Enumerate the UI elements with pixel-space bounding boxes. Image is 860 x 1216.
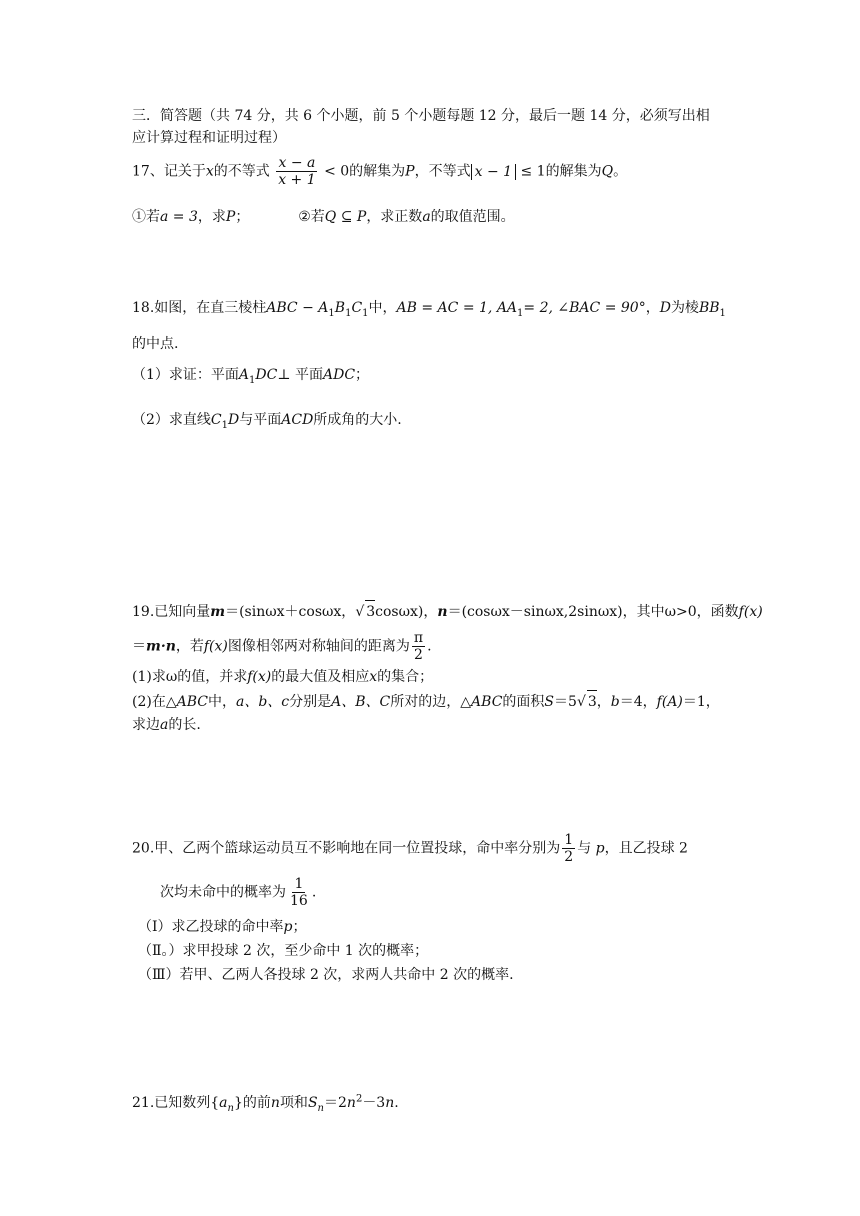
q21-subscript: n bbox=[227, 1102, 234, 1114]
q20-p1-text: （Ⅰ）求乙投球的命中率 bbox=[138, 919, 284, 935]
q19-p2-var: A、B、C bbox=[331, 694, 391, 710]
q18-subscript: 1 bbox=[517, 307, 524, 319]
question-18 bbox=[132, 297, 726, 319]
q17-var-q: Q bbox=[601, 163, 614, 180]
q19-pi-over-2 bbox=[412, 630, 425, 663]
q19-p2-text: 所对的边，△ bbox=[390, 694, 472, 710]
q19-p2-text: 分别是 bbox=[289, 694, 332, 710]
q20-text: ，且乙投球 2 bbox=[604, 840, 688, 857]
q19-text: ，若 bbox=[175, 638, 204, 655]
section-heading bbox=[132, 105, 710, 149]
q20-text: . bbox=[311, 884, 317, 901]
q18-part2 bbox=[132, 409, 402, 431]
q18-edge: BB bbox=[698, 300, 720, 316]
q17-var-p: P bbox=[405, 163, 415, 180]
q18-line2: 的中点. bbox=[132, 336, 179, 352]
q21-text: }的前 bbox=[233, 1095, 271, 1111]
q17-text: ，不等式 bbox=[414, 163, 471, 180]
q17-part2: 的取值范围。 bbox=[430, 209, 515, 225]
question-19-line1: 19.已知向量m＝(sinωx＋cosωx，√ 3cosωx)，n＝(cosωx－sinωx,2sinωx)，其中ω>0，函数f(x) bbox=[132, 600, 763, 623]
q19-text: 图像相邻两对称轴间的距离为 bbox=[227, 638, 410, 655]
q18-p1-text: ； bbox=[355, 367, 370, 383]
q19-vector-n: n bbox=[437, 604, 448, 620]
q21-text: ＝2 bbox=[323, 1095, 347, 1111]
q21-subscript: n bbox=[317, 1102, 324, 1114]
q19-vector-m: m bbox=[210, 604, 226, 620]
q19-p1-text: 的最大值及相应 bbox=[271, 669, 370, 685]
q17-text: 。 bbox=[613, 163, 628, 180]
fraction-denominator: x + 1 bbox=[278, 172, 316, 188]
q19-p2-text: 的面积 bbox=[502, 694, 545, 710]
q17-text: 的解集为 bbox=[349, 163, 406, 180]
q20-part3: （Ⅲ）若甲、乙两人各投球 2 次，求两人共命中 2 次的概率. bbox=[138, 967, 514, 983]
q19-dot-product: m·n bbox=[146, 638, 176, 655]
q17-inequality: < 0 bbox=[324, 163, 350, 180]
q19-part2: (2)在△ABC中，a、b、c分别是A、B、C所对的边，△ABC的面积S＝5√ 3，b＝4，f(A)＝1， bbox=[132, 690, 720, 713]
q17-text: 17、记关于 bbox=[132, 163, 206, 180]
q18-subscript: 1 bbox=[345, 307, 352, 319]
question-20-line1 bbox=[132, 832, 688, 865]
q18-prism: ABC − A bbox=[266, 300, 329, 316]
q18-subscript: 1 bbox=[249, 374, 256, 386]
fraction-denominator: 16 bbox=[290, 893, 308, 909]
q19-p2-text: ， bbox=[596, 694, 611, 710]
q19-p2-text: 中， bbox=[207, 694, 236, 710]
q18-part1 bbox=[132, 364, 369, 386]
q21-text: 21.已知数列{ bbox=[132, 1095, 220, 1111]
q19-p1-var: x bbox=[369, 669, 378, 685]
q19-p2-var: a bbox=[160, 717, 169, 733]
q19-function: f(x) bbox=[738, 604, 763, 620]
q18-p1-var: DC bbox=[255, 367, 278, 383]
q19-p2-text: ＝4， bbox=[619, 694, 657, 710]
q18-p2-text: （2）求直线 bbox=[132, 412, 211, 428]
q19-text: 19.已知向量 bbox=[132, 604, 211, 620]
q19-function: f(x) bbox=[203, 638, 228, 655]
q19-p2-text: 的长. bbox=[168, 717, 201, 733]
q20-text: 20.甲、乙两个篮球运动员互不影响地在同一位置投球，命中率分别为 bbox=[132, 840, 561, 857]
q17-part1: ①若 bbox=[132, 209, 160, 225]
q17-part1-var: P bbox=[225, 209, 236, 225]
q17-parts bbox=[132, 206, 515, 228]
question-17 bbox=[132, 155, 627, 188]
q18-p1-var: ADC bbox=[322, 367, 356, 383]
q18-prism: C bbox=[351, 300, 363, 316]
q17-part2-expr: Q ⊆ P bbox=[324, 209, 367, 225]
q18-p2-var: D bbox=[228, 412, 240, 428]
q20-part1 bbox=[138, 916, 307, 938]
q19-text: . bbox=[427, 638, 432, 655]
q18-p1-text: （1）求证：平面 bbox=[132, 367, 239, 383]
q21-var: a bbox=[219, 1095, 228, 1111]
q19-p2-text: (2)在△ bbox=[132, 694, 177, 710]
fraction-numerator: 1 bbox=[294, 876, 304, 892]
fraction-denominator: 2 bbox=[414, 647, 423, 663]
q21-var: n bbox=[270, 1095, 280, 1111]
fraction-numerator: 1 bbox=[564, 832, 574, 848]
q18-subscript: 1 bbox=[719, 307, 726, 319]
q19-p2-text: ＝1， bbox=[682, 694, 720, 710]
q17-text: 的不等式 bbox=[213, 163, 270, 180]
q17-fraction bbox=[276, 155, 317, 188]
q21-text: . bbox=[394, 1095, 399, 1111]
q18-p2-var: ACD bbox=[281, 412, 314, 428]
q18-text: 为棱 bbox=[670, 300, 699, 316]
section-heading-line1: 三．简答题（共 74 分，共 6 个小题，前 5 个小题每题 12 分，最后一题 14 分，必须写出相 bbox=[132, 108, 710, 124]
q20-half bbox=[562, 832, 575, 865]
q17-statement bbox=[132, 155, 627, 188]
q21-var: S bbox=[307, 1095, 318, 1111]
q18-p2-text: 所成角的大小. bbox=[313, 412, 402, 428]
q17-absolute-value: x − 1 bbox=[471, 164, 516, 180]
q19-text: ＝(cosωx－sinωx,2sinωx)，其中ω>0，函数 bbox=[447, 604, 739, 620]
q17-part1: ，求 bbox=[197, 209, 226, 225]
q18-subscript: 1 bbox=[328, 307, 335, 319]
fraction-numerator: x − a bbox=[278, 155, 316, 171]
q20-p1-var: p bbox=[283, 919, 293, 935]
q18-p2-text: 与平面 bbox=[239, 412, 282, 428]
q18-text: ， bbox=[645, 300, 660, 316]
q19-p1-text: 的集合； bbox=[377, 669, 434, 685]
q19-p2-var: ABC bbox=[471, 694, 503, 710]
section-heading-line2: 应计算过程和证明过程） bbox=[132, 130, 286, 146]
q19-part2-line2 bbox=[132, 714, 201, 736]
q18-prism: B bbox=[334, 300, 346, 316]
question-19-line2 bbox=[132, 630, 432, 663]
q21-var: n bbox=[385, 1095, 395, 1111]
q18-condition: = 2, ∠BAC = 90° bbox=[523, 300, 646, 316]
q17-inequality: ≤ 1 bbox=[520, 163, 546, 180]
q19-sqrt: 3 bbox=[587, 690, 597, 713]
q17-part2-var: a bbox=[422, 209, 431, 225]
q21-text: 项和 bbox=[279, 1095, 308, 1111]
q20-sixteenth bbox=[288, 876, 310, 909]
q18-condition: AB = AC = 1, AA bbox=[396, 300, 518, 316]
q18-var-d: D bbox=[659, 300, 671, 316]
q19-sqrt: 3 bbox=[365, 600, 375, 623]
q19-text: ＝(sinωx＋cosωx， bbox=[225, 604, 356, 620]
q17-var-x: x bbox=[205, 163, 214, 180]
q19-p1-function: f(x) bbox=[247, 669, 272, 685]
q19-part1 bbox=[132, 666, 433, 688]
q20-text: 与 bbox=[577, 840, 592, 857]
q19-p2-function: f(A) bbox=[656, 694, 683, 710]
q18-p1-var: A bbox=[238, 367, 250, 383]
q20-part2: （Ⅱ。）求甲投球 2 次，至少命中 1 次的概率； bbox=[138, 943, 429, 959]
question-21 bbox=[132, 1092, 399, 1114]
q19-p1-text: (1)求ω的值，并求 bbox=[132, 669, 248, 685]
q18-subscript: 1 bbox=[362, 307, 369, 319]
q17-part2: ，求正数 bbox=[366, 209, 423, 225]
q19-p2-text: ＝5 bbox=[554, 694, 577, 710]
q20-p1-text: ； bbox=[292, 919, 307, 935]
q17-part1-expr: a = 3 bbox=[160, 209, 198, 225]
q17-text: 的解集为 bbox=[545, 163, 602, 180]
q18-p1-text: ⊥ 平面 bbox=[277, 367, 323, 383]
q21-superscript: 2 bbox=[355, 1093, 363, 1105]
q19-p2-var: b bbox=[610, 694, 620, 710]
q17-part1: ； bbox=[235, 209, 250, 225]
q19-text: cosωx)， bbox=[375, 604, 438, 620]
q21-text: －3 bbox=[362, 1095, 386, 1111]
fraction-numerator: π bbox=[413, 630, 424, 646]
q20-text: 次均未命中的概率为 bbox=[160, 884, 286, 901]
question-20-line2 bbox=[160, 876, 316, 909]
fraction-denominator: 2 bbox=[564, 849, 574, 865]
q18-text: 中， bbox=[368, 300, 397, 316]
q19-p2-text: 求边 bbox=[132, 717, 160, 733]
q18-text: 18.如图，在直三棱柱 bbox=[132, 300, 267, 316]
q17-part2: ②若 bbox=[298, 209, 325, 225]
q19-text: ＝ bbox=[132, 638, 146, 655]
q19-p2-var: a、b、c bbox=[235, 694, 290, 710]
q19-p2-var: ABC bbox=[176, 694, 208, 710]
q18-subscript: 1 bbox=[221, 419, 229, 431]
q20-var-p: p bbox=[595, 840, 605, 857]
q21-var: n bbox=[346, 1095, 356, 1111]
q18-p2-var: C bbox=[210, 412, 222, 428]
q19-p2-var: S bbox=[544, 694, 555, 710]
